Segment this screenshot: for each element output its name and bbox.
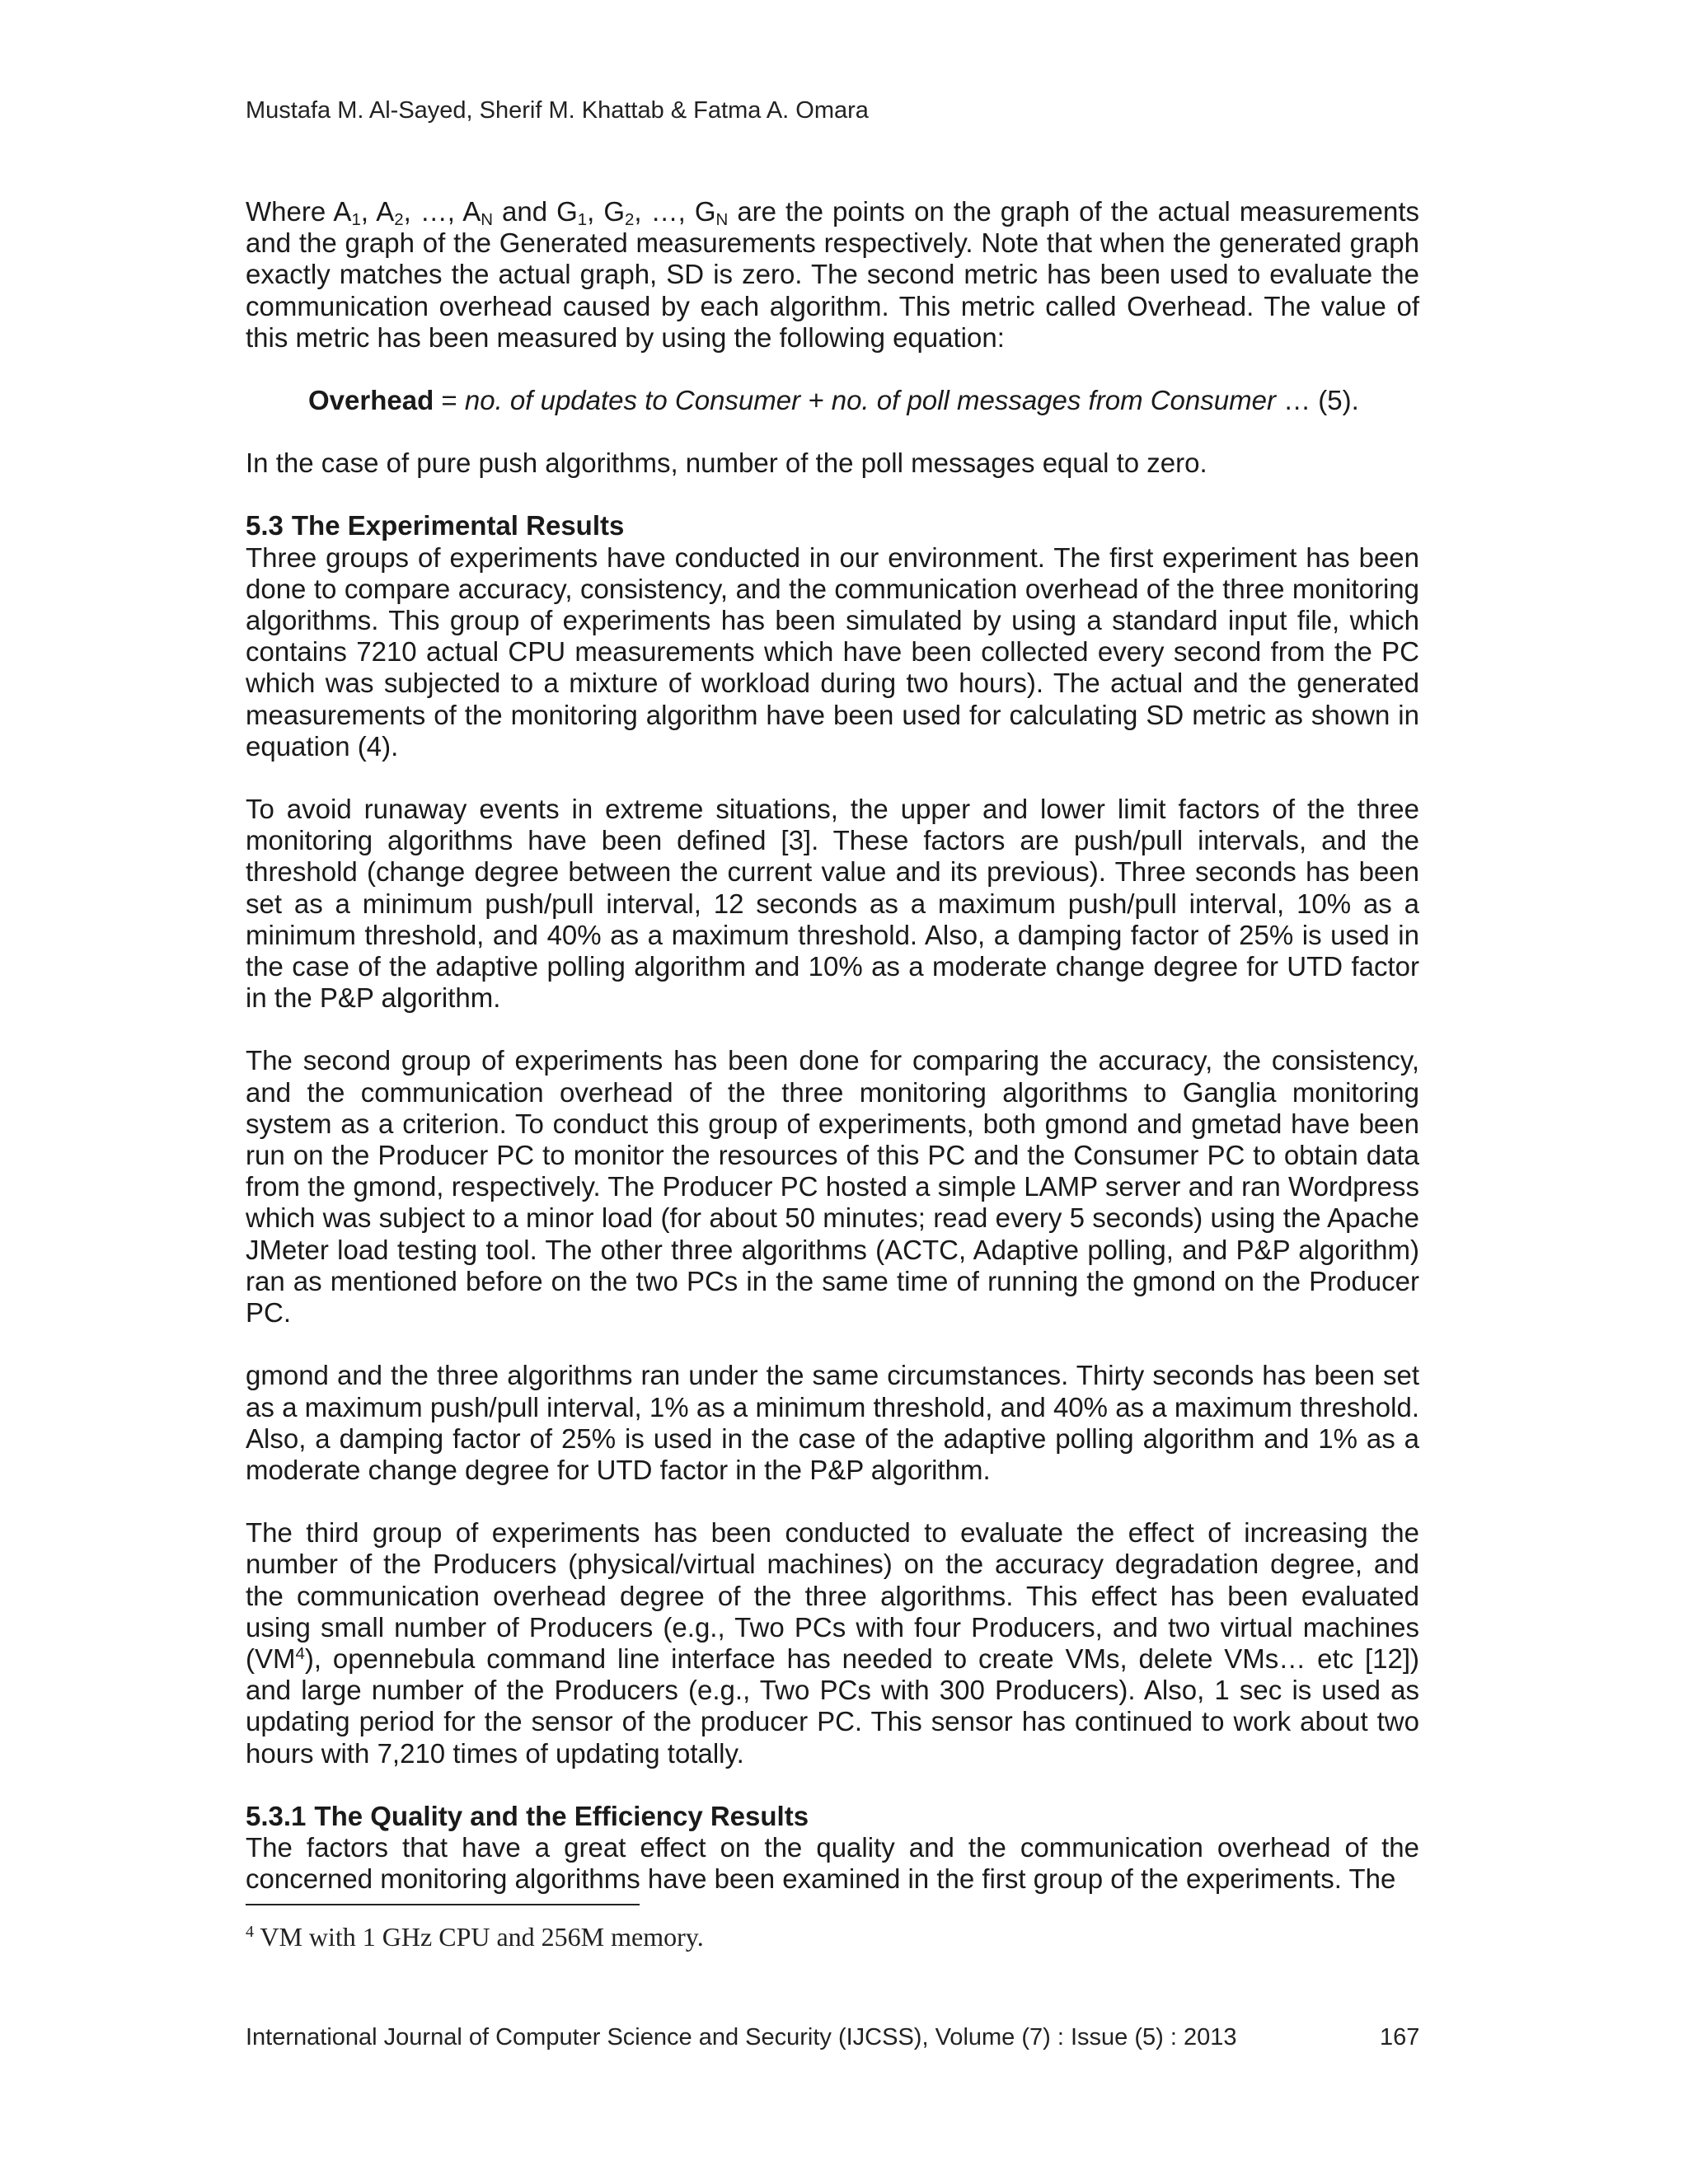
paragraph-experiment-groups: Three groups of experiments have conducted in our environment. The first experiment has been done to compare accuracy, consistency, and the communication overhead of the three monitoring algorithms. This group of experiments has been simulated by using a standard input file, which contains 7210 actual CPU measurements which have been collected every second from the PC which was subjected to a mixture of workload during two hours). The actual and the generated measurements of the monitoring algorithm have been used for calculating SD metric as shown in equation (4). — [246, 541, 1419, 762]
paragraph-pure-push: In the case of pure push algorithms, number of the poll messages equal to zero. — [246, 448, 1207, 479]
footnote-text: VM with 1 GHz CPU and 256M memory. — [253, 1922, 704, 1952]
text-run: , …, G — [634, 196, 716, 227]
running-header-authors: Mustafa M. Al-Sayed, Sherif M. Khattab & Fatma A. Omara — [246, 97, 869, 124]
equation-equals: = — [434, 385, 465, 416]
subscript: N — [481, 210, 493, 230]
subscript: 1 — [351, 210, 361, 230]
equation-number: … (5). — [1275, 385, 1359, 416]
subscript: N — [715, 210, 729, 230]
section-number: 5.3 — [246, 510, 284, 541]
equation-expression: no. of updates to Consumer + no. of poll messages from Consumer — [464, 385, 1276, 416]
footer-journal-citation: International Journal of Computer Science and Security (IJCSS), Volume (7) : Issue (5) : 2013 — [246, 2024, 1237, 2050]
paragraph-third-group — [246, 1517, 1419, 1769]
subscript: 2 — [394, 210, 404, 230]
text-run: , A — [360, 196, 395, 227]
paragraph-quality-factors: The factors that have a great effect on the quality and the communication overhead of the concerned monitoring algorithms have been examined in the first group of the experiments. The — [246, 1831, 1419, 1895]
equation-label: Overhead — [308, 385, 434, 416]
text-run: and G — [492, 196, 578, 227]
footnote-divider — [246, 1904, 640, 1905]
section-title: The Experimental Results — [291, 510, 625, 541]
text-run: The third group of experiments has been conducted to evaluate the effect of increasing the number of the Producers (physical/virtual machines) on the accuracy degradation degree, and the communication overhead degree of the three algorithms. This effect has been evaluated using small number of Producers (e.g., Two PCs with four Producers, and two virtual machines (VM — [246, 1517, 1419, 1674]
paragraph-gmond-circumstances: gmond and the three algorithms ran under the same circumstances. Thirty seconds has been set as a maximum push/pull interval, 1% as a minimum threshold, and 40% as a maximum threshold. Also, a damping factor of 25% is used in the case of the adaptive polling algorithm and 1% as a moderate change degree for UTD factor in the P&P algorithm. — [246, 1360, 1419, 1485]
section-heading-5-3-1 — [246, 1801, 1419, 1832]
text-run: , …, A — [403, 196, 481, 227]
section-title: The Quality and the Efficiency Results — [314, 1800, 809, 1831]
paragraph-second-group: The second group of experiments has been done for comparing the accuracy, the consistency, and the communication overhead of the three monitoring algorithms to Ganglia monitoring system as a criterion. To conduct this group of experiments, both gmond and gmetad have been run on the Producer PC to monitor the resources of this PC and the Consumer PC to obtain data from the gmond, respectively. The Producer PC hosted a simple LAMP server and ran Wordpress which was subject to a minor load (for about 50 minutes; read every 5 seconds) using the Apache JMeter load testing tool. The other three algorithms (ACTC, Adaptive polling, and P&P algorithm) ran as mentioned before on the two PCs in the same time of running the gmond on the Producer PC. — [246, 1045, 1419, 1329]
text-run: ), opennebula command line interface has needed to create VMs, delete VMs… etc [12]) and large number of the Producers (e.g., Two PCs with 300 Producers). Also, 1 sec is used as updating period for the sensor of the producer PC. This sensor has continued to work about two hours with 7,210 times of updating totally. — [246, 1643, 1419, 1769]
page-number: 167 — [1380, 2024, 1420, 2050]
footnote-mark: 4 — [246, 1923, 254, 1942]
section-heading-5-3 — [246, 510, 1419, 541]
paragraph-where-points — [246, 196, 1419, 354]
body-content — [246, 196, 1419, 1895]
footnote-reference: 4 — [295, 1643, 305, 1663]
text-run: are the points on the graph of the actual measurements and the graph of the Generated measurements respectively. Note that when the generated graph exactly matches the actual graph, SD is zero. The second metric has been used to evaluate the communication overhead caused by each algorithm. This metric called Overhead. The value of this metric has been measured by using the following equation: — [246, 196, 1419, 353]
subscript: 1 — [577, 210, 588, 230]
paragraph-runaway-events: To avoid runaway events in extreme situations, the upper and lower limit factors of the three monitoring algorithms have been defined [3]. These factors are push/pull intervals, and the threshold (change degree between the current value and its previous). Three seconds has been set as a minimum push/pull interval, 12 seconds as a maximum push/pull interval, 10% as a minimum threshold, and 40% as a maximum threshold. Also, a damping factor of 25% is used in the case of the adaptive polling algorithm and 10% as a moderate change degree for UTD factor in the P&P algorithm. — [246, 794, 1419, 1014]
subscript: 2 — [625, 210, 635, 230]
text-run: Where A — [246, 196, 352, 227]
text-run: , G — [587, 196, 626, 227]
footnote — [246, 1922, 704, 1952]
section-number: 5.3.1 — [246, 1800, 307, 1831]
equation-overhead — [308, 385, 1419, 416]
